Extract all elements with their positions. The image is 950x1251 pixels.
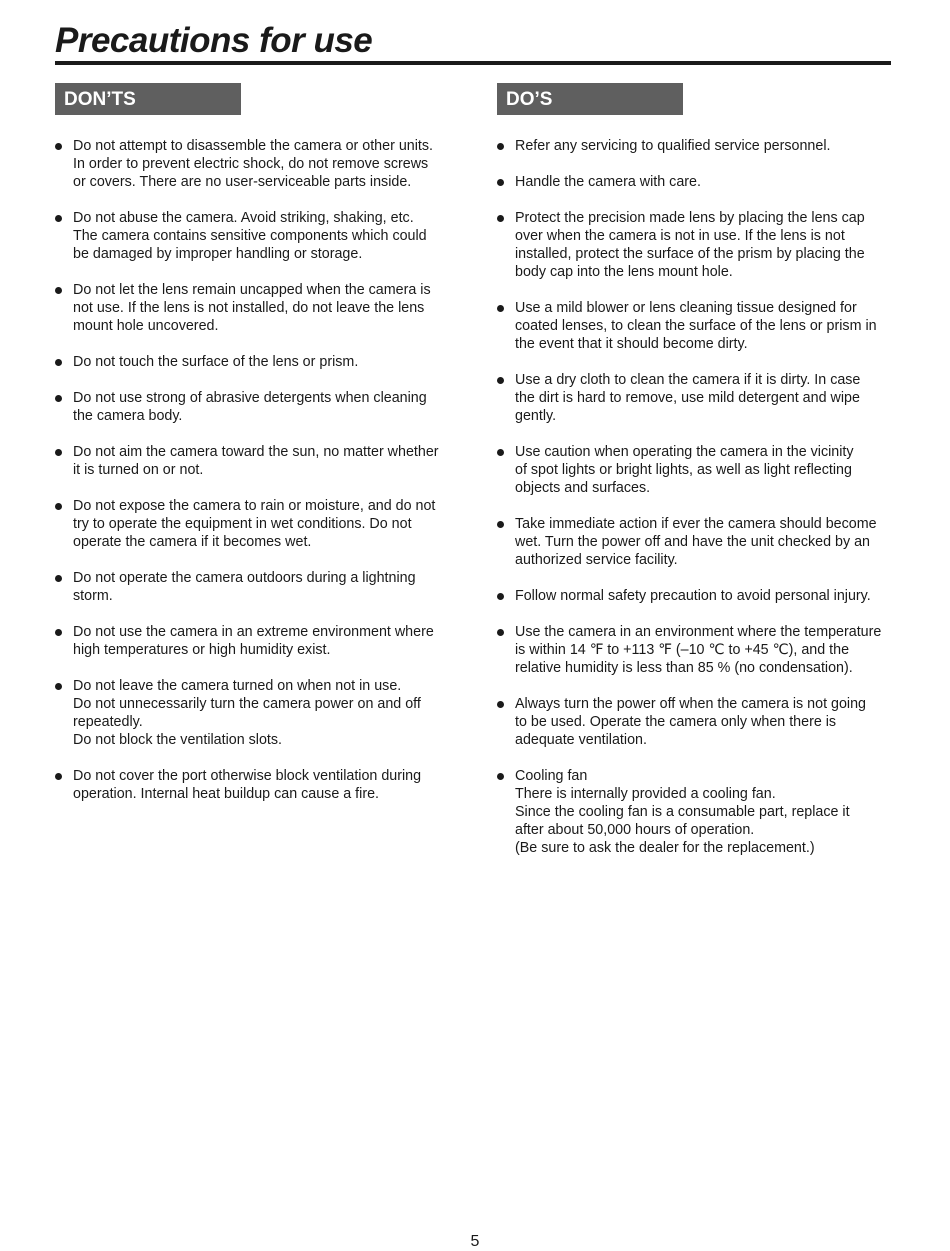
dos-item: Handle the camera with care. bbox=[497, 173, 897, 191]
dos-header: DO’S bbox=[497, 83, 683, 115]
dos-list bbox=[497, 137, 897, 857]
donts-item: Do not touch the surface of the lens or prism. bbox=[55, 353, 455, 371]
donts-item: Do not attempt to disassemble the camera or other units. In order to prevent electric shock, do not remove screws or covers. There are no user-serviceable parts inside. bbox=[55, 137, 455, 191]
donts-item: Do not use strong of abrasive detergents when cleaning the camera body. bbox=[55, 389, 455, 425]
dos-item: Use a dry cloth to clean the camera if it is dirty. In case the dirt is hard to remove, use mild detergent and wipe gently. bbox=[497, 371, 897, 425]
donts-item: Do not use the camera in an extreme environment where high temperatures or high humidity exist. bbox=[55, 623, 455, 659]
dos-section bbox=[497, 83, 897, 875]
donts-item: Do not cover the port otherwise block ventilation during operation. Internal heat buildup can cause a fire. bbox=[55, 767, 455, 803]
dos-item: Protect the precision made lens by placing the lens cap over when the camera is not in use. If the lens is not installed, protect the surface of the prism by placing the body cap into the lens mount hole. bbox=[497, 209, 897, 281]
dos-item: Take immediate action if ever the camera should become wet. Turn the power off and have the unit checked by an authorized service facility. bbox=[497, 515, 897, 569]
donts-item: Do not let the lens remain uncapped when the camera is not use. If the lens is not installed, do not leave the lens mount hole uncovered. bbox=[55, 281, 455, 335]
page-number: 5 bbox=[470, 1233, 480, 1250]
donts-section bbox=[55, 83, 455, 821]
donts-item: Do not aim the camera toward the sun, no matter whether it is turned on or not. bbox=[55, 443, 455, 479]
dos-item: Cooling fan There is internally provided a cooling fan. Since the cooling fan is a consumable part, replace it after about 50,000 hours of operation. (Be sure to ask the dealer for the replacement.) bbox=[497, 767, 897, 857]
page-title: Precautions for use bbox=[55, 21, 373, 60]
donts-header: DON’TS bbox=[55, 83, 241, 115]
donts-item: Do not operate the camera outdoors during a lightning storm. bbox=[55, 569, 455, 605]
dos-item: Always turn the power off when the camera is not going to be used. Operate the camera only when there is adequate ventilation. bbox=[497, 695, 897, 749]
dos-item: Use the camera in an environment where the temperature is within 14 ℉ to +113 ℉ (–10 ℃ to +45 ℃), and the relative humidity is less than 85 % (no condensation). bbox=[497, 623, 897, 677]
donts-item: Do not expose the camera to rain or moisture, and do not try to operate the equipment in wet conditions. Do not operate the camera if it becomes wet. bbox=[55, 497, 455, 551]
dos-item: Use a mild blower or lens cleaning tissue designed for coated lenses, to clean the surface of the lens or prism in the event that it should become dirty. bbox=[497, 299, 897, 353]
donts-item: Do not abuse the camera. Avoid striking, shaking, etc. The camera contains sensitive components which could be damaged by improper handling or storage. bbox=[55, 209, 455, 263]
dos-item: Use caution when operating the camera in the vicinity of spot lights or bright lights, as well as light reflecting objects and surfaces. bbox=[497, 443, 897, 497]
donts-item: Do not leave the camera turned on when not in use. Do not unnecessarily turn the camera power on and off repeatedly. Do not block the ventilation slots. bbox=[55, 677, 455, 749]
dos-item: Refer any servicing to qualified service personnel. bbox=[497, 137, 897, 155]
title-divider bbox=[55, 61, 891, 65]
donts-list bbox=[55, 137, 455, 803]
dos-item: Follow normal safety precaution to avoid personal injury. bbox=[497, 587, 897, 605]
